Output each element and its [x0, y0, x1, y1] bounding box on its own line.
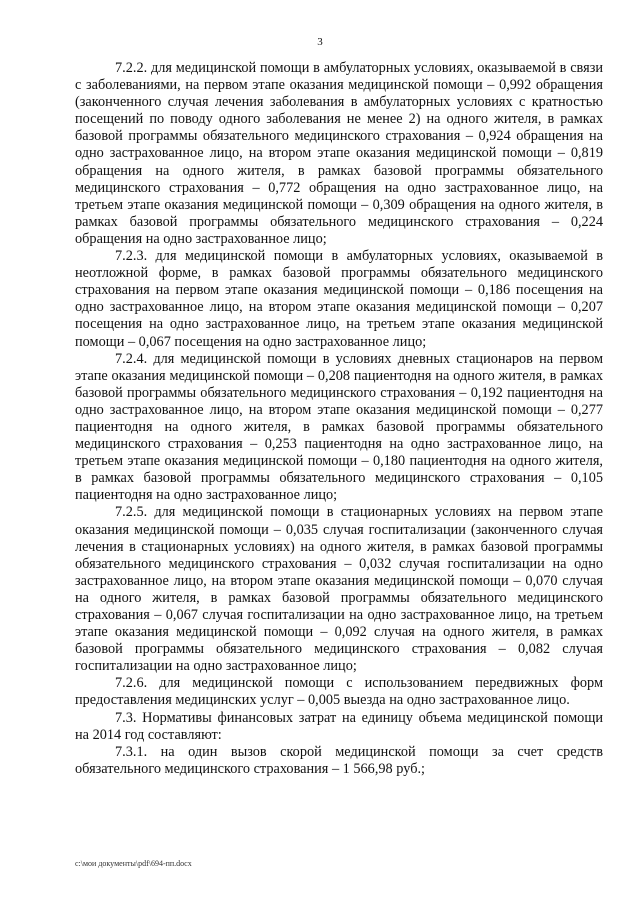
paragraph-7-2-3: 7.2.3. для медицинской помощи в амбулаторных условиях, оказываемой в неотложной форме, в рамках базовой программы обязательного медицинского страхования на первом этапе оказания медицинской помощи – 0,186 посещения на одно застрахованное лицо, на втором этапе оказания медицинской помощи – 0,207 посещения на одно застрахованное лицо, на третьем этапе оказания медицинской помощи – 0,067 посещения на одно застрахованное лицо; [75, 248, 603, 350]
page-number: 3 [317, 36, 323, 48]
paragraph-7-2-5: 7.2.5. для медицинской помощи в стационарных условиях на первом этапе оказания медицинской помощи – 0,035 случая госпитализации (законченного случая лечения в стационарных условиях) на одного жителя, в рамках базовой программы обязательного медицинского страхования – 0,032 случая госпитализации на одно застрахованное лицо, на втором этапе оказания медицинской помощи – 0,070 случая на одного жителя, в рамках базовой программы обязательного медицинского страхования – 0,067 случая госпитализации на одно застрахованное лицо, на третьем этапе оказания медицинской помощи – 0,092 случая на одного жителя, в рамках базовой программы обязательного медицинского страхования – 0,082 случая госпитализации на одно застрахованное лицо; [75, 504, 603, 675]
paragraph-7-2-4: 7.2.4. для медицинской помощи в условиях дневных стационаров на первом этапе оказания медицинской помощи – 0,208 пациентодня на одного жителя, в рамках базовой программы обязательного медицинского страхования – 0,192 пациентодня на одно застрахованное лицо, на втором этапе оказания медицинской помощи – 0,277 пациентодня на одного жителя, в рамках базовой программы обязательного медицинского страхования – 0,253 пациентодня на одно застрахованное лицо, на третьем этапе оказания медицинской помощи – 0,180 пациентодня на одного жителя, в рамках базовой программы обязательного медицинского страхования – 0,105 пациентодня на одно застрахованное лицо; [75, 350, 603, 504]
document-body [75, 60, 603, 778]
paragraph-7-2-2: 7.2.2. для медицинской помощи в амбулаторных условиях, оказываемой в связи с заболеваниями, на первом этапе оказания медицинской помощи – 0,992 обращения (законченного случая лечения заболевания в амбулаторных условиях с кратностью посещений по поводу одного заболевания не менее 2) на одного жителя, в рамках базовой программы обязательного медицинского страхования – 0,924 обращения на одно застрахованное лицо, на втором этапе оказания медицинской помощи – 0,819 обращения на одного жителя, в рамках базовой программы обязательного медицинского страхования – 0,772 обращения на одно застрахованное лицо, на третьем этапе оказания медицинской помощи – 0,309 обращения на одного жителя, в рамках базовой программы обязательного медицинского страхования – 0,224 обращения на одно застрахованное лицо; [75, 60, 603, 247]
paragraph-7-2-6: 7.2.6. для медицинской помощи с использованием передвижных форм предоставления медицинских услуг – 0,005 выезда на одно застрахованное лицо. [75, 675, 603, 709]
footer-file-path: c:\мои документы\pdf\694-пп.docx [75, 859, 192, 868]
paragraph-7-3-1: 7.3.1. на один вызов скорой медицинской помощи за счет средств обязательного медицинского страхования – 1 566,98 руб.; [75, 743, 603, 777]
paragraph-7-3: 7.3. Нормативы финансовых затрат на единицу объема медицинской помощи на 2014 год составляют: [75, 709, 603, 743]
